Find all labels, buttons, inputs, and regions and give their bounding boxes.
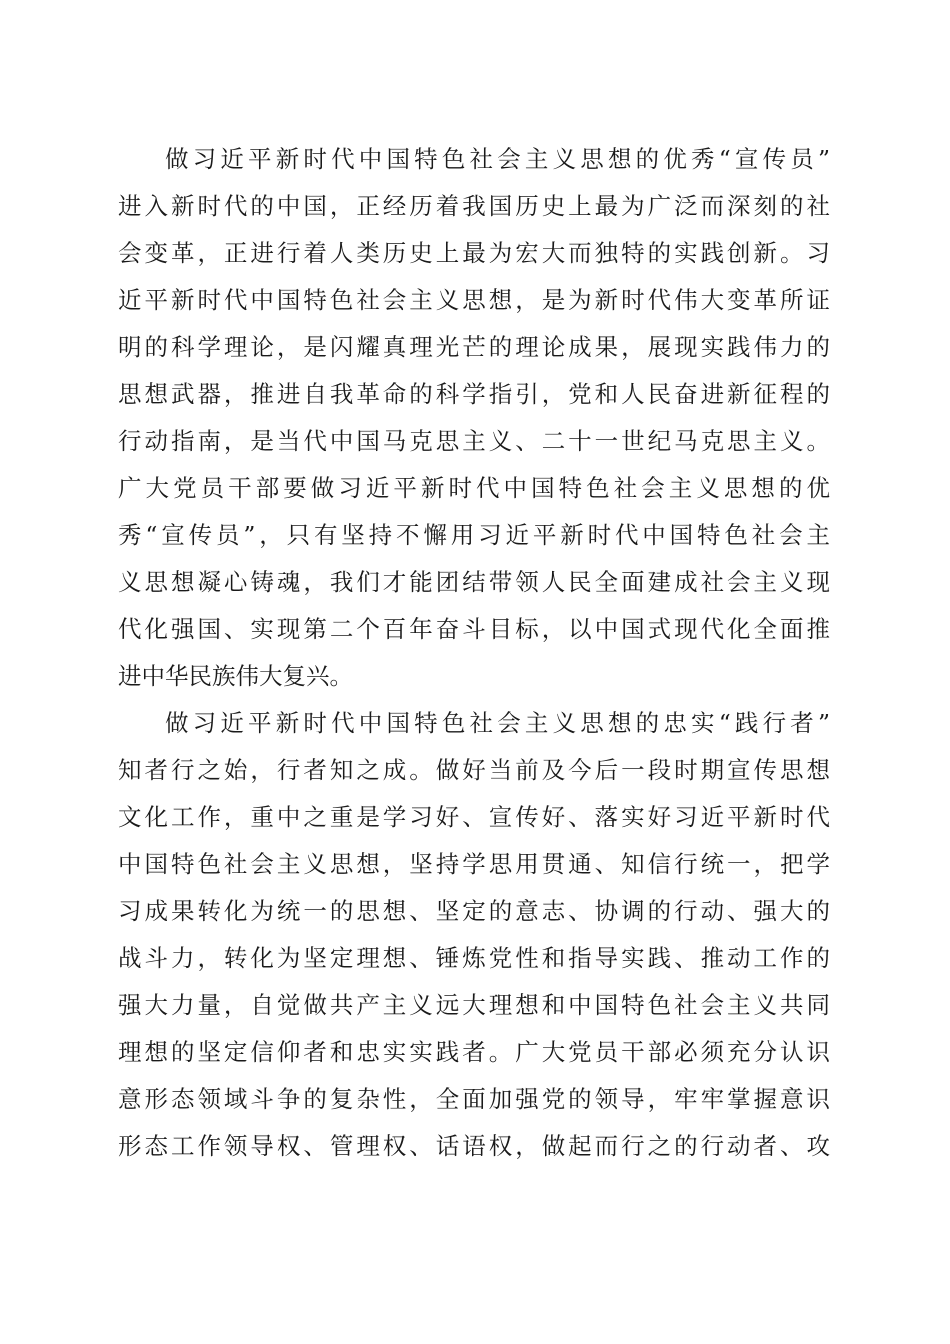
text-line: 思想武器，推进自我革命的科学指引，党和人民奋进新征程的	[118, 380, 830, 408]
text-line: 中国特色社会主义思想，坚持学思用贯通、知信行统一，把学	[118, 850, 830, 878]
text-line: 近平新时代中国特色社会主义思想，是为新时代伟大变革所证	[118, 286, 830, 314]
text-line: 意形态领域斗争的复杂性，全面加强党的领导，牢牢掌握意识	[118, 1085, 830, 1113]
text-line: 广大党员干部要做习近平新时代中国特色社会主义思想的优	[118, 474, 830, 502]
text-line: 形态工作领导权、管理权、话语权，做起而行之的行动者、攻	[118, 1132, 830, 1160]
text-line: 习成果转化为统一的思想、坚定的意志、协调的行动、强大的	[118, 897, 830, 925]
text-line: 行动指南，是当代中国马克思主义、二十一世纪马克思主义。	[118, 427, 830, 455]
text-line: 知者行之始，行者知之成。做好当前及今后一段时期宣传思想	[118, 756, 830, 784]
text-line: 进中华民族伟大复兴。	[118, 662, 353, 690]
text-line: 战斗力，转化为坚定理想、锤炼党性和指导实践、推动工作的	[118, 944, 830, 972]
document-body	[118, 136, 830, 1170]
text-line: 会变革，正进行着人类历史上最为宏大而独特的实践创新。习	[118, 239, 830, 267]
section-heading-propagandist: 做习近平新时代中国特色社会主义思想的优秀“宣传员”	[165, 145, 830, 173]
text-line: 文化工作，重中之重是学习好、宣传好、落实好习近平新时代	[118, 803, 830, 831]
text-line: 明的科学理论，是闪耀真理光芒的理论成果，展现实践伟力的	[118, 333, 830, 361]
text-line: 强大力量，自觉做共产主义远大理想和中国特色社会主义共同	[118, 991, 830, 1019]
section-heading-practitioner: 做习近平新时代中国特色社会主义思想的忠实“践行者”	[165, 709, 830, 737]
text-line: 进入新时代的中国，正经历着我国历史上最为广泛而深刻的社	[118, 192, 830, 220]
text-line: 秀“宣传员”，只有坚持不懈用习近平新时代中国特色社会主	[118, 521, 830, 549]
text-line: 理想的坚定信仰者和忠实实践者。广大党员干部必须充分认识	[118, 1038, 830, 1066]
text-line: 义思想凝心铸魂，我们才能团结带领人民全面建成社会主义现	[118, 568, 830, 596]
text-line: 代化强国、实现第二个百年奋斗目标，以中国式现代化全面推	[118, 615, 830, 643]
